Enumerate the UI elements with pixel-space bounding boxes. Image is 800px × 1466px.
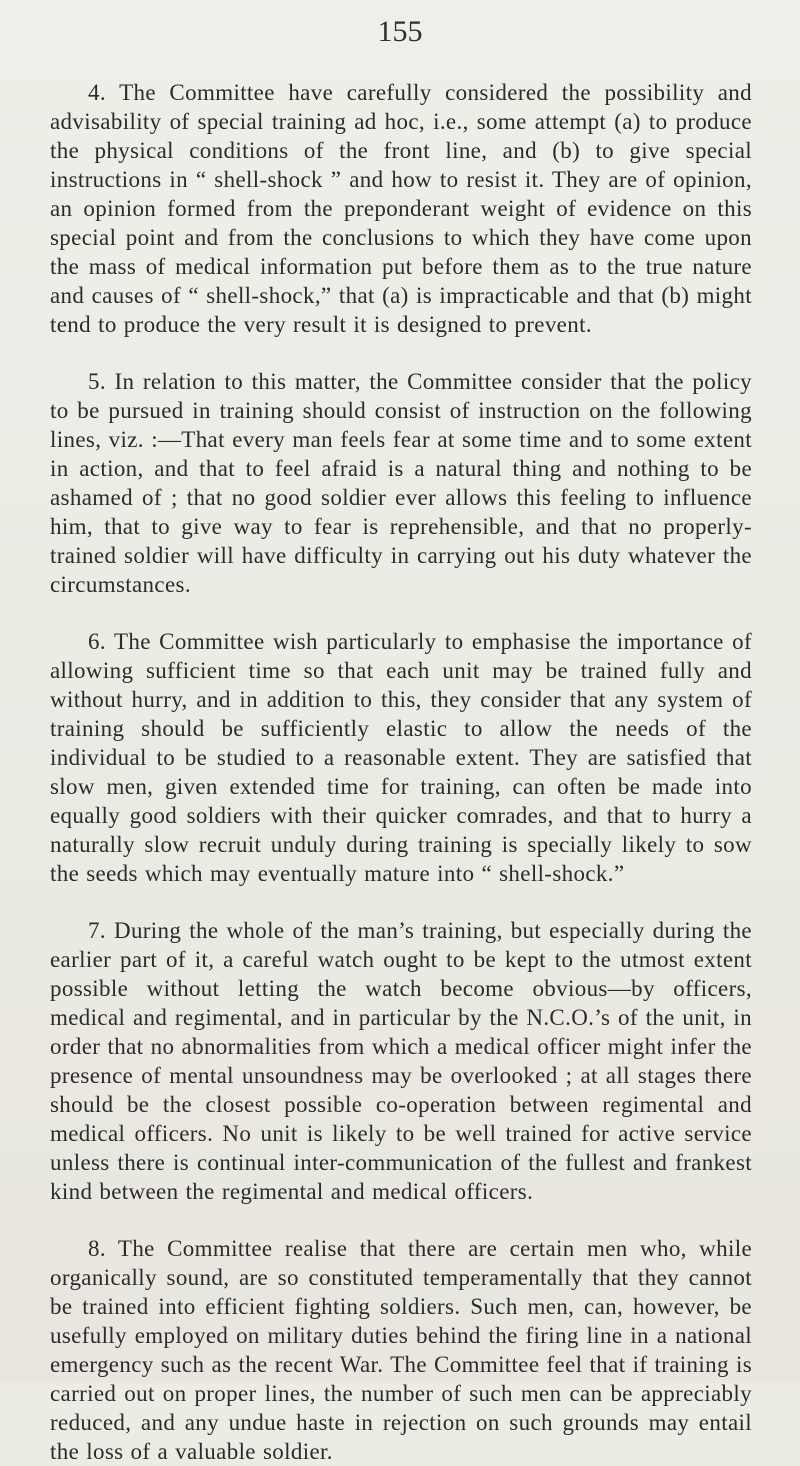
paragraph-5: 5. In relation to this matter, the Committee consider that the policy to be pursued in training should consist of instruction on the following lines, viz. :—That every man feels fear at some time and to some extent in action, and that to feel afraid is a natural thing and nothing to be ashamed of ; that no good soldier ever allows this feeling to influence him, that to give way to fear is reprehensible, and that no properly-trained soldier will have difficulty in carrying out his duty whatever the circumstances.	[50, 369, 752, 597]
page-number: 155	[377, 15, 423, 48]
paragraph-8: 8. The Committee realise that there are certain men who, while organically sound, are so constituted temperamentally that they cannot be trained into efficient fighting soldiers. Such men, can, however, be usefully employed on military duties behind the firing line in a national emergency such as the recent War. The Committee feel that if training is carried out on proper lines, the number of such men can be appreciably reduced, and any undue haste in rejection on such grounds may entail the loss of a valuable soldier.	[50, 1236, 752, 1464]
paragraph-4: 4. The Committee have carefully considered the possibility and advisability of special training ad hoc, i.e., some attempt (a) to produce the physical conditions of the front line, and (b) to give special instructions in “ shell-shock ” and how to resist it. They are of opinion, an opinion formed from the preponderant weight of evidence on this special point and from the conclusions to which they have come upon the mass of medical information put before them as to the true nature and causes of “ shell-shock,” that (a) is impracticable and that (b) might tend to produce the very result it is designed to prevent.	[50, 80, 752, 337]
paragraph-6: 6. The Committee wish particularly to emphasise the importance of allowing sufficient time so that each unit may be trained fully and without hurry, and in addition to this, they consider that any system of training should be sufficiently elastic to allow the needs of the individual to be studied to a reasonable extent. They are satisfied that slow men, given extended time for training, can often be made into equally good soldiers with their quicker comrades, and that to hurry a naturally slow recruit unduly during training is specially likely to sow the seeds which may eventually mature into “ shell-shock.”	[50, 629, 752, 886]
paragraph-7: 7. During the whole of the man’s training, but especially during the earlier part of it, a careful watch ought to be kept to the utmost extent possible without letting the watch become obvious—by officers, medical and regimental, and in particular by the N.C.O.’s of the unit, in order that no abnormalities from which a medical officer might infer the presence of mental unsoundness may be overlooked ; at all stages there should be the closest possible co-operation between regimental and medical officers. No unit is likely to be well trained for active service unless there is continual inter-communication of the fullest and frankest kind between the regimental and medical officers.	[50, 918, 752, 1204]
